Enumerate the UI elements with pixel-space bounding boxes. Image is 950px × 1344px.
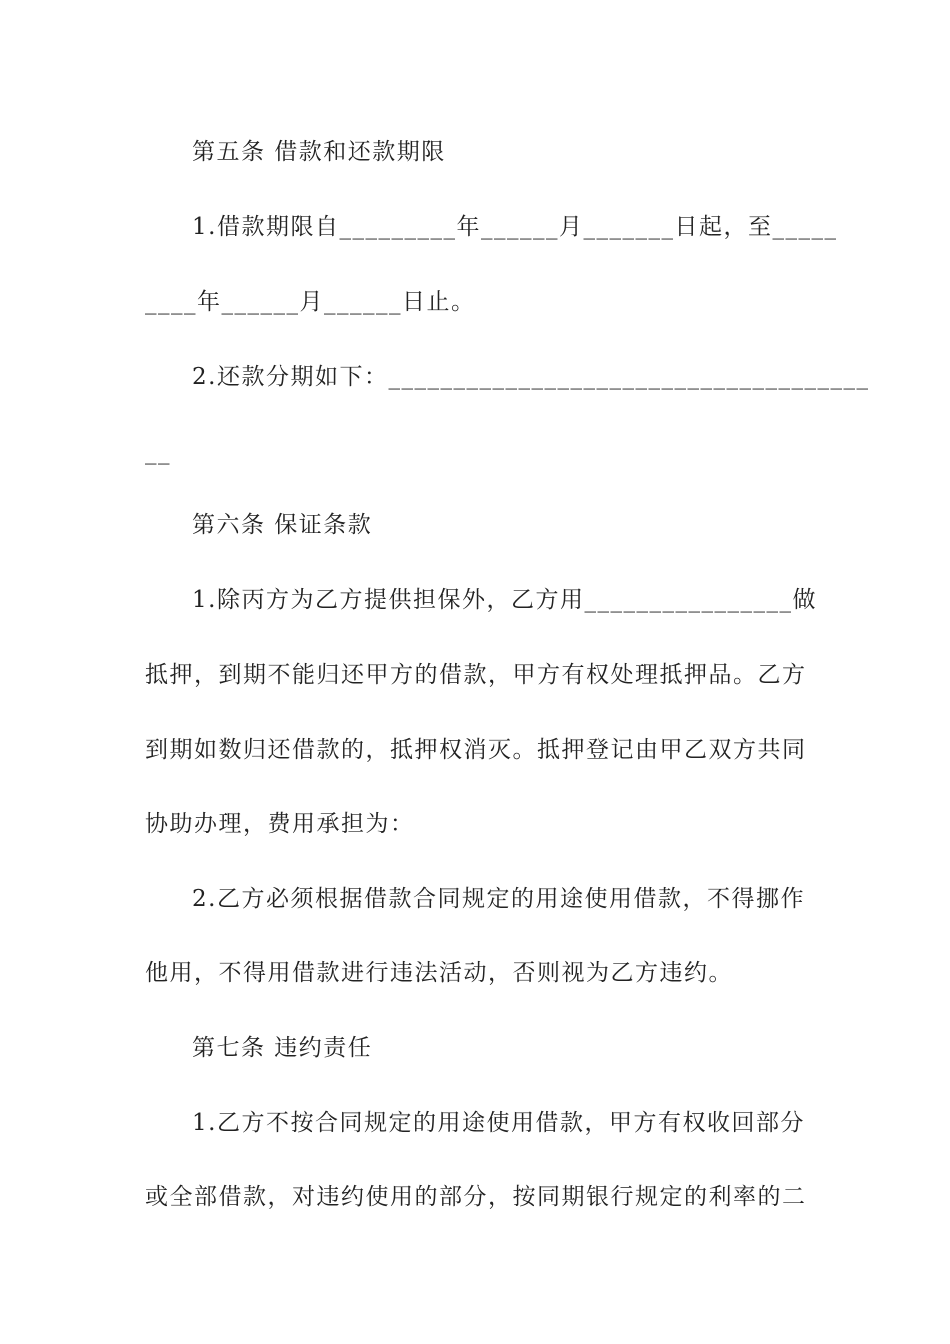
article-6-heading: 第六条 保证条款 — [192, 512, 373, 538]
clause-6-1-line-4: 协助办理，费用承担为： — [145, 811, 415, 837]
clause-6-1-line-3: 到期如数归还借款的，抵押权消灭。抵押登记由甲乙双方共同 — [145, 737, 807, 763]
clause-7-1-line-2: 或全部借款，对违约使用的部分，按同期银行规定的利率的二 — [145, 1184, 807, 1210]
clause-6-1-line-2: 抵押，到期不能归还甲方的借款，甲方有权处理抵押品。乙方 — [145, 662, 807, 688]
clause-6-2-line-1: 2.乙方必须根据借款合同规定的用途使用借款，不得挪作 — [192, 886, 805, 912]
clause-5-1-line-1: 1.借款期限自_________年______月_______日起，至_____ — [192, 214, 838, 240]
clause-5-2-line-1: 2.还款分期如下：_____________________________________ — [192, 364, 870, 390]
clause-5-2-line-2: __ — [145, 439, 171, 465]
clause-6-1-line-1: 1.除丙方为乙方提供担保外，乙方用________________做 — [192, 587, 817, 613]
article-7-heading: 第七条 违约责任 — [192, 1035, 373, 1061]
clause-5-1-line-2: ____年______月______日止。 — [145, 289, 476, 315]
clause-6-2-line-2: 他用，不得用借款进行违法活动，否则视为乙方违约。 — [145, 960, 733, 986]
article-5-heading: 第五条 借款和还款期限 — [192, 139, 446, 165]
clause-7-1-line-1: 1.乙方不按合同规定的用途使用借款，甲方有权收回部分 — [192, 1110, 805, 1136]
